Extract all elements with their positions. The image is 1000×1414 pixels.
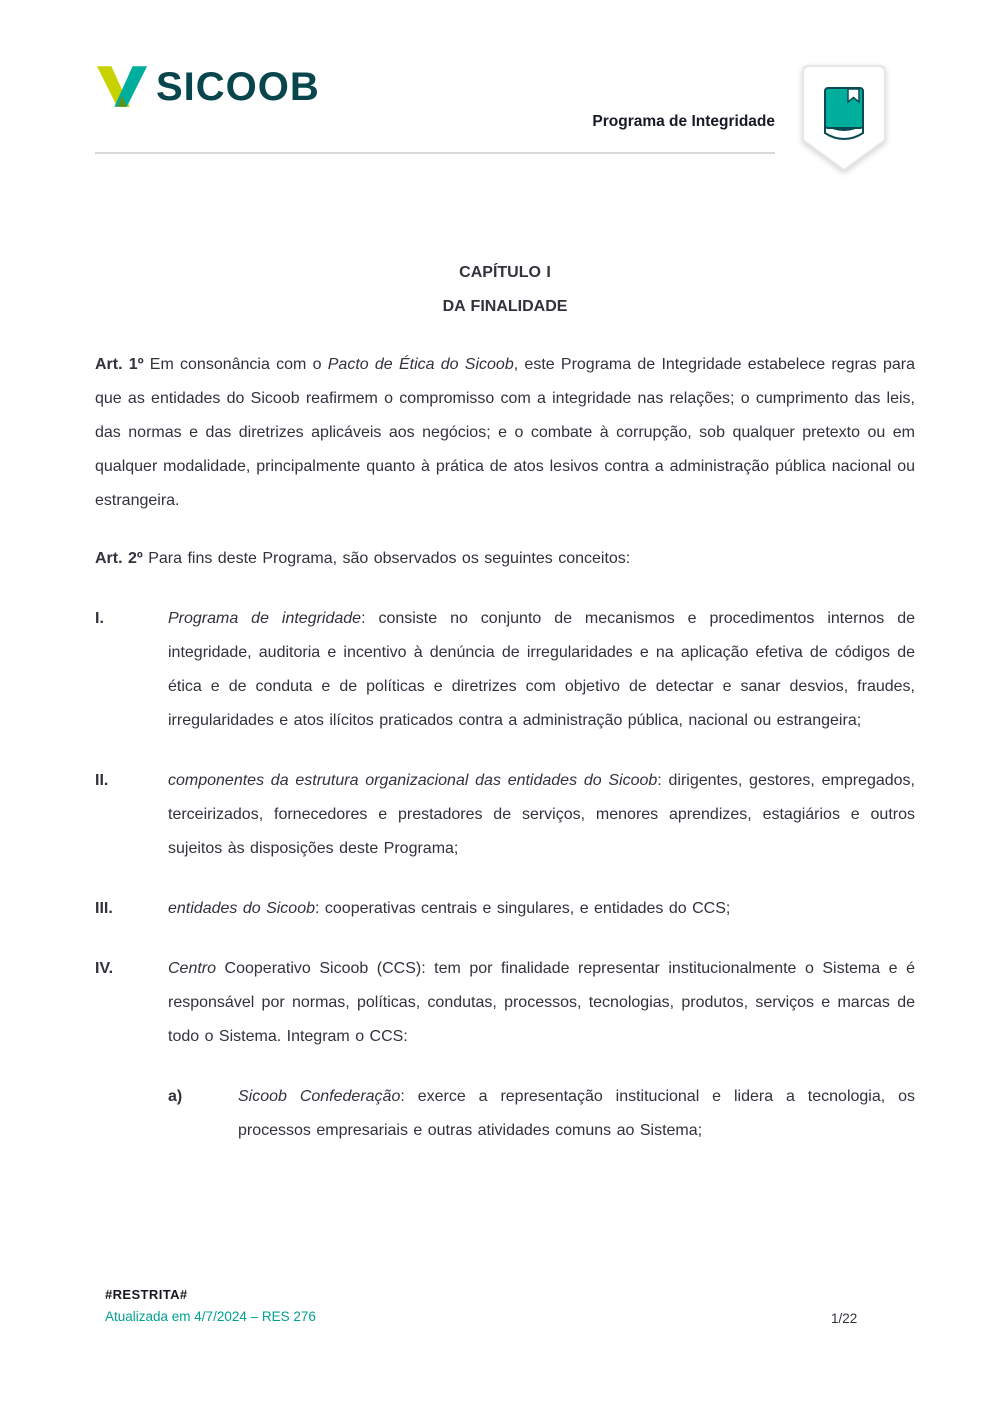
list-term-4: Centro [168, 960, 217, 977]
sub-item-term-a: Sicoob Confederação [238, 1088, 401, 1105]
sub-item-a [168, 1080, 915, 1148]
chapter-title: CAPÍTULO I [459, 264, 551, 281]
book-icon [799, 64, 889, 176]
list-marker-2: II. [95, 772, 109, 789]
page-number: 1/22 [831, 1311, 858, 1326]
list-item-4 [95, 952, 915, 1054]
sicoob-wordmark: SICOOB [156, 64, 320, 109]
article-2-label: Art. 2º [95, 550, 143, 567]
article-1-emphasis: Pacto de Ética do Sicoob [327, 356, 514, 373]
list-term-1: Programa de integridade [168, 610, 362, 627]
list-item-1 [95, 602, 915, 738]
article-1-label: Art. 1º [95, 356, 144, 373]
list-definition-4: Cooperativo Sicoob (CCS): tem por finalidade representar institucionalmente o Sistema e é responsável por normas, políticas, condutas, processos, tecnologias, produtos, serviços e marcas de todo o Sistema. Integram o CCS: [168, 960, 915, 1045]
list-text-2 [168, 764, 915, 866]
sub-item-marker-a: a) [168, 1088, 183, 1105]
list-item-2 [95, 764, 915, 866]
document-title: Programa de Integridade [592, 113, 775, 130]
list-definition-1: : consiste no conjunto de mecanismos e procedimentos internos de integridade, auditoria e incentivo à denúncia de irregularidades e na aplicação efetiva de códigos de ética e de conduta e de políticas e diretrizes com objetivo de detectar e sanar desvios, fraudes, irregularidades e atos ilícitos praticados contra a administração pública, nacional ou estrangeira; [168, 610, 916, 729]
list-definition-3: : cooperativas centrais e singulares, e entidades do CCS; [315, 900, 731, 917]
sub-item-definition-a: : exerce a representação institucional e lidera a tecnologia, os processos empresariais e outras atividades comuns ao Sistema; [238, 1088, 916, 1139]
sub-item-text-a [238, 1080, 915, 1148]
list-definition-2: : dirigentes, gestores, empregados, terceirizados, fornecedores e prestadores de serviços, menores aprendizes, estagiários e outros sujeitos às disposições deste Programa; [168, 772, 915, 857]
list-text-3 [168, 892, 915, 926]
book-badge [799, 64, 889, 176]
list-term-3: entidades do Sicoob [168, 900, 315, 917]
list-text-4 [168, 952, 915, 1054]
classification-label: #RESTRITA# [105, 1287, 188, 1302]
header-divider [95, 152, 775, 154]
chapter-subtitle: DA FINALIDADE [442, 298, 568, 315]
article-1 [95, 348, 915, 518]
article-2-text: Para fins deste Programa, são observados os seguintes conceitos: [142, 550, 631, 567]
sicoob-logo [95, 64, 320, 109]
list-marker-1: I. [95, 610, 104, 627]
list-marker-3: III. [95, 900, 113, 917]
article-2 [95, 542, 915, 576]
article-1-text-post: , este Programa de Integridade estabelece regras para que as entidades do Sicoob reafirmem o compromisso com a integridade nas relações; o cumprimento das leis, das normas e das diretrizes aplicáveis aos negócios; e o combate à corrupção, sob qualquer pretexto ou em qualquer modalidade, principalmente quanto à prática de atos lesivos contra a administração pública nacional ou estrangeira. [95, 356, 916, 509]
list-term-2: componentes da estrutura organizacional das entidades do Sicoob [168, 772, 658, 789]
updated-date: Atualizada em 4/7/2024 – RES 276 [105, 1309, 316, 1324]
article-1-text-pre: Em consonância com o [143, 356, 328, 373]
list-text-1 [168, 602, 915, 738]
list-marker-4: IV. [95, 960, 114, 977]
list-item-3 [95, 892, 915, 926]
document-body [95, 256, 915, 1148]
sicoob-chevron-icon [95, 64, 149, 109]
